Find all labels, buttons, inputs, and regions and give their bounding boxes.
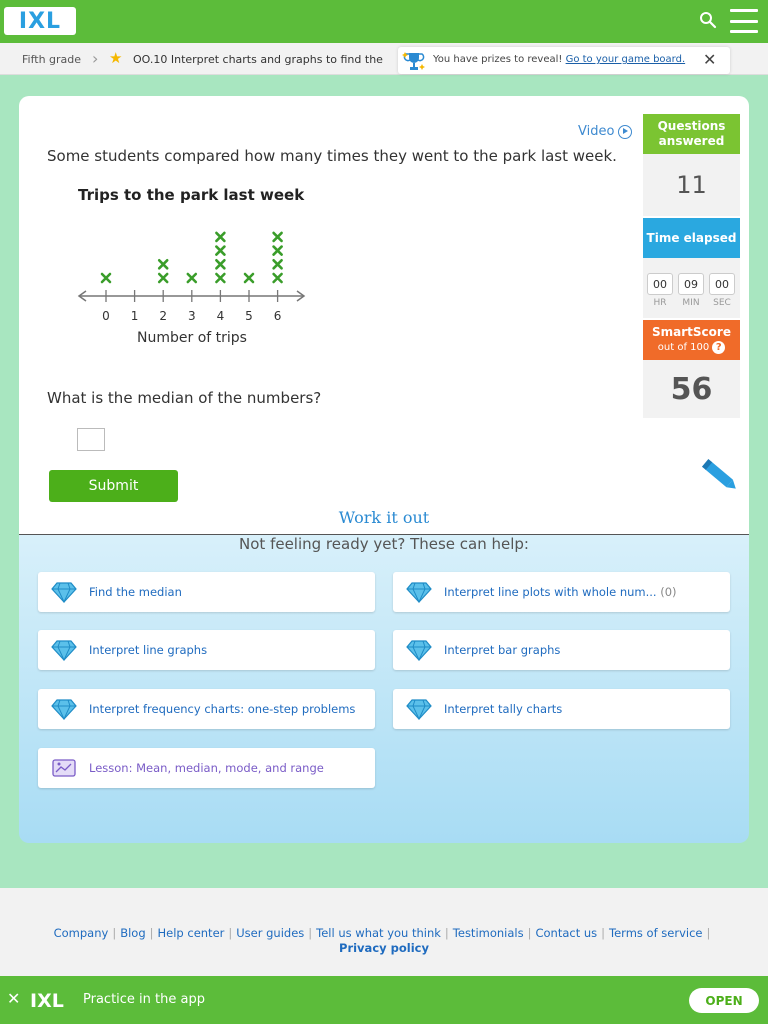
breadcrumb	[0, 43, 768, 75]
timer-panel	[643, 258, 740, 318]
footer-link-row	[54, 926, 715, 940]
questions-label-text: Questions answered	[657, 119, 726, 148]
time-elapsed-label	[643, 218, 740, 258]
skill-label	[444, 585, 677, 599]
x-mark	[216, 274, 224, 282]
x-mark	[274, 274, 282, 282]
footer-link[interactable]: Tell us what you think	[316, 926, 441, 940]
footer-separator: |	[112, 926, 117, 940]
pencil-icon[interactable]	[702, 458, 742, 496]
footer-link[interactable]: Testimonials	[452, 926, 524, 940]
skill-label-text: Interpret line plots with whole num...	[444, 585, 657, 599]
questions-answered-label	[643, 114, 740, 154]
line-plot	[70, 222, 320, 352]
hamburger-menu-icon[interactable]	[730, 9, 758, 33]
video-label: Video	[578, 124, 615, 139]
prize-banner	[398, 47, 730, 74]
x-mark	[159, 274, 167, 282]
footer-separator: |	[706, 926, 711, 940]
x-mark	[102, 274, 110, 282]
tick-label: 1	[130, 309, 139, 323]
skill-link-interpret-tally-charts[interactable]	[393, 689, 730, 729]
x-axis-label: Number of trips	[137, 330, 247, 346]
footer-link[interactable]: Terms of service	[609, 926, 703, 940]
chevron-right-icon: ›	[92, 49, 99, 68]
smartscore-sub	[658, 340, 725, 355]
timer-min-label: MIN	[682, 298, 700, 308]
time-label-text: Time elapsed	[646, 230, 737, 245]
skill-link-find-median[interactable]	[38, 572, 375, 612]
x-mark	[274, 233, 282, 241]
footer-separator: |	[444, 926, 449, 940]
play-icon	[618, 125, 632, 139]
tick-label: 3	[187, 309, 196, 323]
breadcrumb-skill-title: OO.10 Interpret charts and graphs to find the	[133, 53, 383, 66]
diamond-icon	[406, 639, 432, 661]
privacy-policy-link[interactable]: Privacy policy	[339, 941, 429, 955]
lesson-link[interactable]	[38, 748, 375, 788]
help-icon[interactable]: ?	[712, 341, 725, 354]
timer-minutes: 09	[678, 273, 704, 295]
skill-link-interpret-line-graphs[interactable]	[38, 630, 375, 670]
timer-seconds: 00	[709, 273, 735, 295]
app-banner-text: Practice in the app	[83, 992, 205, 1007]
x-mark	[188, 274, 196, 282]
skill-link-interpret-line-plots[interactable]	[393, 572, 730, 612]
skill-label: Find the median	[89, 585, 182, 599]
close-icon[interactable]: ✕	[7, 989, 21, 1008]
app-logo: IXL	[30, 990, 64, 1012]
skill-count: (0)	[660, 585, 677, 599]
timer-hours: 00	[647, 273, 673, 295]
footer-link[interactable]: Contact us	[535, 926, 598, 940]
smartscore-value: 56	[643, 360, 740, 418]
x-mark	[274, 260, 282, 268]
footer-links	[0, 926, 768, 956]
diamond-icon	[51, 581, 77, 603]
answer-input[interactable]	[77, 428, 105, 451]
star-icon: ★	[109, 49, 123, 67]
footer-link[interactable]: Company	[53, 926, 109, 940]
diamond-icon	[51, 698, 77, 720]
timer-sec-label: SEC	[713, 298, 731, 308]
trophy-icon	[402, 50, 426, 72]
help-title: Not feeling ready yet? These can help:	[239, 535, 529, 553]
footer-separator: |	[601, 926, 606, 940]
top-navigation-bar	[0, 0, 768, 43]
tick-label: 5	[245, 309, 253, 323]
x-mark	[159, 260, 167, 268]
tick-label: 0	[102, 309, 110, 323]
smartscore-sub-text: out of 100	[657, 342, 710, 353]
x-mark	[216, 260, 224, 268]
x-mark	[216, 233, 224, 241]
tick-label: 2	[159, 309, 168, 323]
prize-message: You have prizes to reveal!	[433, 54, 563, 65]
video-button[interactable]	[578, 124, 632, 139]
footer-separator: |	[527, 926, 532, 940]
search-icon[interactable]	[699, 11, 717, 29]
chart-title: Trips to the park last week	[78, 186, 305, 204]
diamond-icon	[51, 639, 77, 661]
open-app-button[interactable]: OPEN	[689, 988, 759, 1013]
skill-label: Interpret bar graphs	[444, 643, 561, 657]
skill-link-interpret-frequency-charts[interactable]	[38, 689, 375, 729]
smartscore-label	[643, 320, 740, 360]
skill-label: Interpret tally charts	[444, 702, 563, 716]
lesson-icon	[51, 757, 77, 779]
question-prompt: Some students compared how many times they went to the park last week.	[47, 147, 617, 165]
game-board-link[interactable]: Go to your game board.	[565, 54, 686, 65]
close-icon[interactable]: ✕	[703, 50, 717, 69]
breadcrumb-grade-link[interactable]: Fifth grade	[22, 53, 82, 66]
diamond-icon	[406, 581, 432, 603]
work-it-out-link[interactable]: Work it out	[338, 508, 430, 527]
diamond-icon	[406, 698, 432, 720]
skill-label: Interpret line graphs	[89, 643, 208, 657]
ixl-logo[interactable]	[4, 7, 76, 35]
x-mark	[274, 247, 282, 255]
footer-link[interactable]: User guides	[236, 926, 305, 940]
x-mark	[245, 274, 253, 282]
smartscore-label-text: SmartScore	[652, 325, 731, 339]
footer-link[interactable]: Blog	[120, 926, 146, 940]
timer-hr-label: HR	[653, 298, 667, 308]
lesson-label: Lesson: Mean, median, mode, and range	[89, 761, 324, 775]
footer-separator: |	[228, 926, 233, 940]
tick-label: 4	[216, 309, 225, 323]
median-question: What is the median of the numbers?	[47, 389, 322, 407]
skill-link-interpret-bar-graphs[interactable]	[393, 630, 730, 670]
footer-link[interactable]: Help center	[157, 926, 225, 940]
footer-separator: |	[308, 926, 313, 940]
tick-label: 6	[273, 309, 282, 323]
logo-text: IXL	[18, 8, 62, 34]
x-mark	[216, 247, 224, 255]
submit-button[interactable]: Submit	[49, 470, 178, 502]
questions-answered-value: 11	[643, 154, 740, 216]
skill-label: Interpret frequency charts: one-step problems	[89, 702, 356, 716]
app-banner	[0, 976, 768, 1024]
footer-separator: |	[149, 926, 154, 940]
prize-text	[433, 54, 685, 65]
